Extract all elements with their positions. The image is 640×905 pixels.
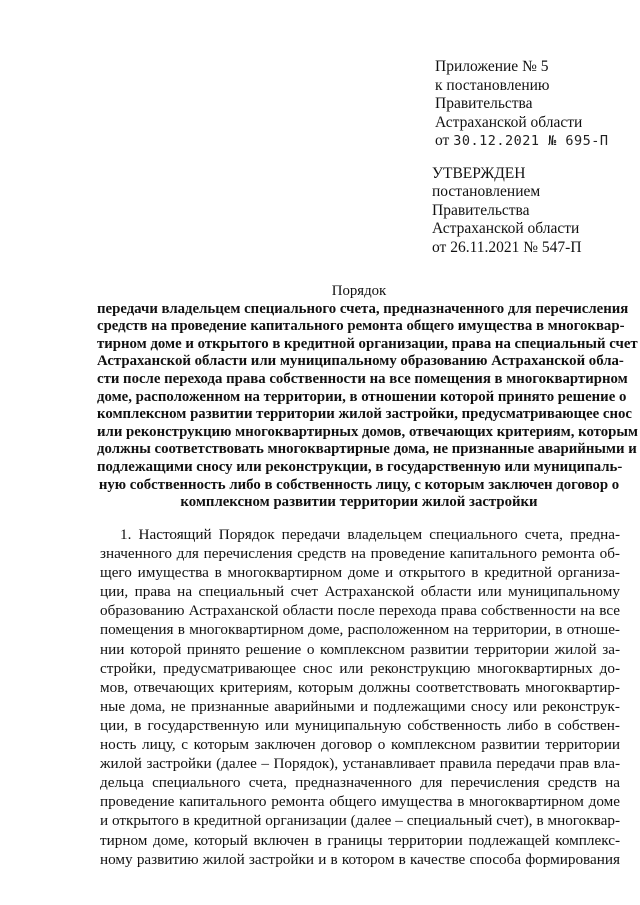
- title-line: комплексном развитии территории жилой застройки: [180, 494, 538, 511]
- title-line: Астраханской области или муниципальному образованию Астраханской обла-: [97, 353, 624, 370]
- approval-line: от 26.11.2021 № 547-П: [432, 238, 582, 256]
- approval-line: постановлением: [432, 183, 541, 201]
- title-first-line: Порядок: [331, 283, 387, 299]
- body-paragraph: [100, 525, 620, 869]
- approval-heading: УТВЕРЖДЕН: [432, 165, 526, 182]
- appendix-date-line: [435, 132, 609, 151]
- title-line: комплексном развитии территории жилой застройки, предусматривающее снос: [97, 406, 632, 423]
- body-line: дельца специального счета, предназначенного для перечисления средств на: [100, 774, 620, 792]
- body-line: мов, отвечающих критериям, которым должны соответствовать многоквартир-: [100, 678, 620, 696]
- body-line: жилой застройки (далее – Порядок), устанавливает правила передачи прав вла-: [100, 755, 620, 773]
- title-line: тирном доме и открытого в кредитной организации, права на специальный счет: [97, 335, 638, 352]
- appendix-line: Астраханской области: [435, 113, 583, 131]
- title-line: доме, расположенном на территории, в отношении которой принято решение о: [97, 388, 627, 405]
- body-line: помещения в многоквартирном доме, расположенном на территории, в отноше-: [100, 621, 620, 639]
- body-line: образованию Астраханской области после перехода права собственности на все: [100, 602, 620, 620]
- body-line: стройки, предусматривающее снос или реконструкцию многоквартирных до-: [100, 659, 620, 677]
- body-line: и открытого в кредитной организации (далее – специальный счет), в многоквар-: [100, 812, 620, 830]
- body-line: нии которой принято решение о комплексном развитии территории жилой за-: [100, 640, 620, 658]
- approval-block: [432, 165, 582, 257]
- body-line: ции, права на специальный счет Астраханской области или муниципальному: [100, 583, 620, 601]
- body-line: ность лицу, с которым заключен договор о комплексном развитии территории: [100, 736, 620, 754]
- body-line: ции, в государственную или муниципальную собственность либо в собствен-: [100, 716, 620, 734]
- body-line: 1. Настоящий Порядок передачи владельцем специального счета, предна-: [120, 526, 620, 543]
- approval-line: Правительства: [432, 201, 530, 219]
- title-line: сти после перехода права собственности на все помещения в многоквартирном: [97, 370, 628, 387]
- title-line: средств на проведение капитального ремонта общего имущества в многоквар-: [97, 318, 625, 335]
- body-line: тирном доме, который включен в границы территории подлежащей комплекс-: [100, 831, 620, 849]
- appendix-line: к постановлению: [435, 76, 550, 94]
- approval-line: Астраханской области: [432, 220, 580, 238]
- title-line: передачи владельцем специального счета, предназначенного для перечисления: [97, 300, 629, 317]
- body-line: ные дома, не признанные аварийными и подлежащими сносу или реконструк-: [100, 697, 620, 715]
- appendix-header: [435, 58, 609, 151]
- body-line: ному развитию жилой застройки и в котором в качестве способа формирования: [100, 850, 620, 868]
- body-line: проведение капитального ремонта общего имущества в многоквартирном доме: [100, 793, 620, 811]
- appendix-date-stamp: 30.12.2021 № 695-П: [453, 133, 609, 150]
- document-title: [97, 283, 638, 512]
- appendix-line: Правительства: [435, 95, 533, 113]
- title-line: ную собственность либо в собственность лицу, с которым заключен договор о: [98, 476, 620, 493]
- title-line: или реконструкцию многоквартирных домов, отвечающих критериям, которым: [97, 423, 638, 440]
- appendix-line: Приложение № 5: [435, 58, 549, 75]
- body-line: щего имущества в многоквартирном доме и открытого в кредитной организа-: [100, 564, 620, 582]
- appendix-date-prefix: от: [435, 132, 450, 150]
- title-line: подлежащими сносу или реконструкции, в государственную или муниципаль-: [97, 458, 623, 475]
- body-line: значенного для перечисления средств на проведение капитального ремонта об-: [100, 545, 620, 563]
- title-line: должны соответствовать многоквартирные дома, не признанные аварийными и: [97, 441, 637, 458]
